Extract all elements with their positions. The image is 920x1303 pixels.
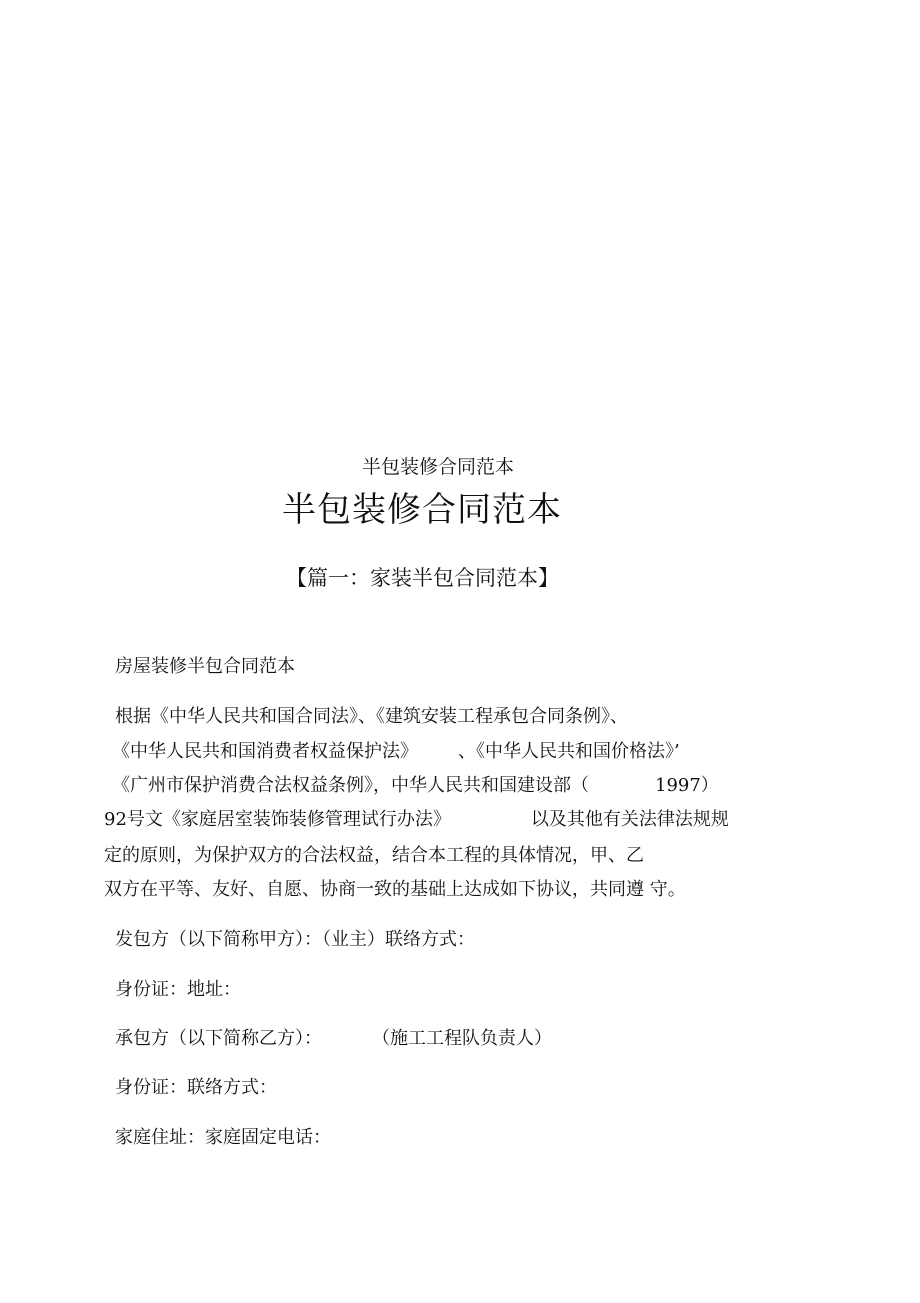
document-subtitle: 半包装修合同范本 xyxy=(362,456,515,478)
preamble-line-4 xyxy=(104,805,729,831)
preamble-line-3-part-a: 《广州市保护消费合法权益条例》，中华人民共和国建设部（ xyxy=(112,775,589,796)
preamble-line-2 xyxy=(112,737,680,763)
party-b-id-line: 身份证：联络方式： xyxy=(115,1077,277,1098)
preamble-line-3-part-b: 1997） xyxy=(655,775,719,796)
preamble-line-4-part-a: 92号文《家庭居室装饰装修管理试行办法》 xyxy=(104,809,451,830)
preamble-line-1: 根据《中华人民共和国合同法》、《建筑安装工程承包合同条例》、 xyxy=(115,706,628,727)
home-address-line: 家庭住址：家庭固定电话： xyxy=(115,1127,331,1148)
preamble-line-3 xyxy=(112,771,719,797)
preamble-line-2-part-b: 、《中华人民共和国价格法》’ xyxy=(458,741,680,762)
section-heading: 【篇一：家装半包合同范本】 xyxy=(286,566,559,590)
party-b-line xyxy=(115,1024,552,1050)
contract-name: 房屋装修半包合同范本 xyxy=(115,656,295,677)
preamble-line-4-part-b: 以及其他有关法律法规规 xyxy=(530,809,729,830)
preamble-line-6: 双方在平等、友好、自愿、协商一致的基础上达成如下协议，共同遵 守。 xyxy=(104,879,686,900)
party-a-line: 发包方（以下简称甲方）：（业主）联络方式： xyxy=(115,929,475,950)
preamble-line-2-part-a: 《中华人民共和国消费者权益保护法》 xyxy=(112,741,418,762)
party-b-label: 承包方（以下简称乙方）： xyxy=(115,1028,322,1049)
party-a-id-line: 身份证：地址： xyxy=(115,979,241,1000)
preamble-line-5: 定的原则，为保护双方的合法权益，结合本工程的具体情况，甲、乙 xyxy=(104,845,644,866)
document-title: 半包装修合同范本 xyxy=(282,490,562,530)
party-b-role: （施工工程队负责人） xyxy=(372,1028,552,1049)
